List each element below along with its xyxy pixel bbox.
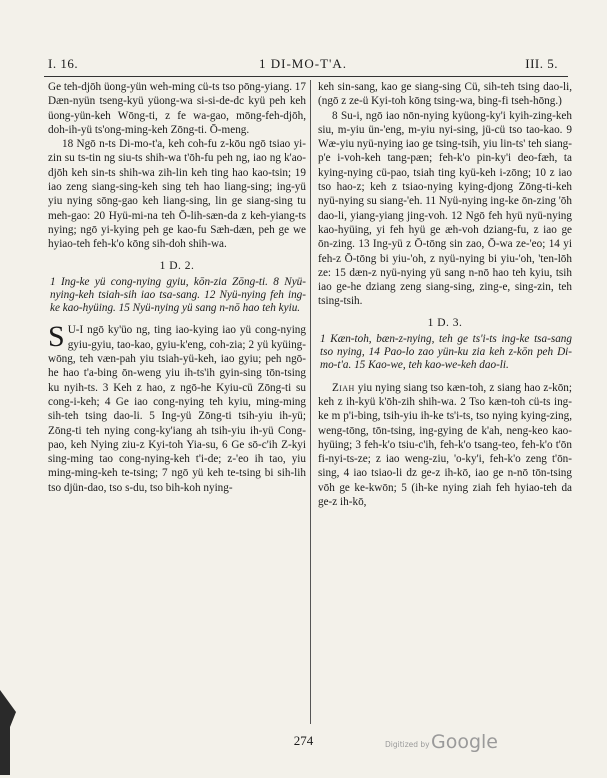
- column-divider: [310, 80, 311, 724]
- right-paragraph-2: 8 Su-i, ngō iao nōn-nying kyüong-ky'i kyih-zing-keh siu, m-yiu ün-'eng, m-yiu nyi-sing, jü-cü tso tao-kao. 9 Wæ-yiu nyü-nying iao ge tsing-tsih, yiu lin-ts' teh siang-p'e i-voh-keh tang-pæn; feh-k'o pin-ky'i deo-fæh, ta kying-nying cü-pao, tsiah ting kyü-keh i-zōng; 10 z iao tso hao-z; keh z tsiao-nying kying-djong Zōng-ti-keh nyü-nying su siang-'eh. 11 Nyü-nying ing-ke ōn-zing 'ōh dao-li, yiang-yiang jing-voh. 12 Ngō feh hyü nyü-nying kao-hyüing, yi feh hyü ge æh-voh dziang-fu, z iao ge ōn-zing. 13 Ing-yü z Ō-tōng sin zao, Ō-wa ze-'eo; 14 yi feh-z Ō-tōng bi yiu-'oh, z nyü-nying bi yiu-'oh, 'ten-lōh ze: 15 dæn-z nyü-nying yü sang n-nō hao teh kyiu, tsih iao ge-he dziang zeng siang-sing, zing-e, sing-zin, teh tsing-tsih.: [318, 109, 572, 308]
- chapter-heading-3: 1 D. 3.: [427, 316, 463, 329]
- drop-cap: S: [48, 320, 65, 354]
- left-paragraph-1: Ge teh-djōh üong-yün weh-ming cü-ts tso pōng-yiang. 17 Dæn-nyün tseng-kyü yüong-wa si-si-de-dc kyü peh keh üong-yün-keh Wōng-ti, z fe wa-gao, mōng-feh-djōh, doh-ih-yü ts'ong-ming-keh Zōng-ti. Ō-meng.: [48, 81, 306, 136]
- right-paragraph-3: [318, 381, 572, 510]
- chapter-summary-2: 1 Ing-ke yü cong-nying gyiu, kōn-zia Zōng-ti. 8 Nyü-nying-keh tsiah-sih iao tsa-sang. 12 Nyü-nying feh ing-ke kao-hyüing. 15 Nyü-nying yü sang n-nō hao teh kyiu.: [50, 275, 306, 315]
- digitized-by-label: Digitized by: [385, 740, 430, 749]
- page-edge-shadow: [0, 705, 10, 775]
- right-paragraph-3-text: yiu nying siang tso kæn-toh, z siang hao z-kōn; keh z ih-kyü k'ōh-zih shih-wa. 2 Tso kæn-toh cü-ts ing-ke m p'i-bing, tsih-yiu ih-ke ts'i-ts, tso nying kying-zing, weng-tōng, tōn-tsing, ing-gying de k'ah, neng-keo kao-hyüing; 3 feh-k'o tsiu-c'ih, feh-k'o tsang-teo, feh-k'o t'ōn fi-nyi-ts-ze; z iao weng-ziu, 'o-ky'i, feh-k'o zeng t'ōn-sing, 4 iao tsiao-li dz ge-z ih-kō, iao ge n-nō tōn-tsing vōh ge ke-kwōn; 5 (ih-ke nying ziah feh hyiao-teh da ge-z ih-kō,: [318, 381, 572, 509]
- left-paragraph-3-text: U-I ngō ky'üo ng, ting iao-kying iao yü cong-nying gyiu-gyiu, tao-kao, gyiu-k'eng, coh-zia; 2 yü kyüing-wōng, teh væn-pah yiu tsiah-yü-keh, iao gyiu; peh ngō-he hao t'a-bing ōn-weng yiu ih-ts'ih gyin-sing tōn-tsing ku nyih-ts. 3 Keh z hao, z ngō-he Kyiu-cü Zōng-ti su cong-i-keh; 4 Ge iao cong-nying teh kyiu, ming-ming sih-teh tsing dao-li. 5 Ing-yü Zōng-ti tsih-yiu ih-yü; Zōng-ti teh nying cong-ky'iang ah tsih-yiu ih-yü Cong-pao, keh Nying ziu-z Kyi-toh Yia-su, 6 Ge sō-c'ih Z-kyi sing-ming tao cong-nying-keh t'i-de; z-'eo ih tao, yiu ming-ming-keh te-tsing; 7 ngō yü keh te-tsing bi sih-lih tso djün-dao, tso s-du, tso bih-koh nying-: [48, 324, 306, 494]
- lead-word: Ziah: [332, 381, 355, 394]
- header-chapter-right: III. 5.: [525, 56, 558, 71]
- right-paragraph-1: keh sin-sang, kao ge siang-sing Cü, sih-teh tsing dao-li, (ngō z ze-ü Kyi-toh kōng tsing-wa, bing-fi tseh-hōng.): [318, 81, 572, 108]
- left-paragraph-3: [48, 320, 306, 495]
- left-column: [48, 80, 306, 495]
- chapter-summary-3: 1 Kæn-toh, bæn-z-nying, teh ge ts'i-ts ing-ke tsa-sang tso nying, 14 Pao-lo zao yün-ku zia keh z-kōn peh Di-mo-t'a. 15 Kao-we, teh kao-we-keh dao-li.: [320, 333, 572, 372]
- google-watermark: [385, 731, 515, 755]
- chapter-heading-2: 1 D. 2.: [159, 259, 195, 272]
- header-chapter-left: I. 16.: [48, 56, 79, 71]
- left-paragraph-2: 18 Ngō n-ts Di-mo-t'a, keh coh-fu z-kōu ngō tsiao yi-zin su ts-tin ng siu-ts shih-wa t'ōh-fu peh ng, iao ng k'ao-djōh keh sin-ts shih-wa zih-lin keh ting hao kao-tsin; 19 iao zeng siang-sing-keh sing teh hao liang-sing; ing-yü yiu nying sōng-gao keh liang-sing, lin ge siang-sing tu meh-gao: 20 Hyü-mi-na teh Ō-lih-sæn-da z keh-yiang-ts nying; ngō yi-kying peh ge kao-fu Sæh-dæn, peh ge we hyiao-teh feh-k'o kōng sih-doh shih-wa.: [48, 138, 306, 251]
- header-rule: [44, 76, 568, 77]
- page-number: 274: [293, 733, 314, 748]
- header-title: 1 DI-MO-T'A.: [259, 56, 347, 71]
- google-logo: Google: [431, 731, 499, 753]
- right-column: [318, 80, 572, 509]
- running-header: [48, 56, 558, 72]
